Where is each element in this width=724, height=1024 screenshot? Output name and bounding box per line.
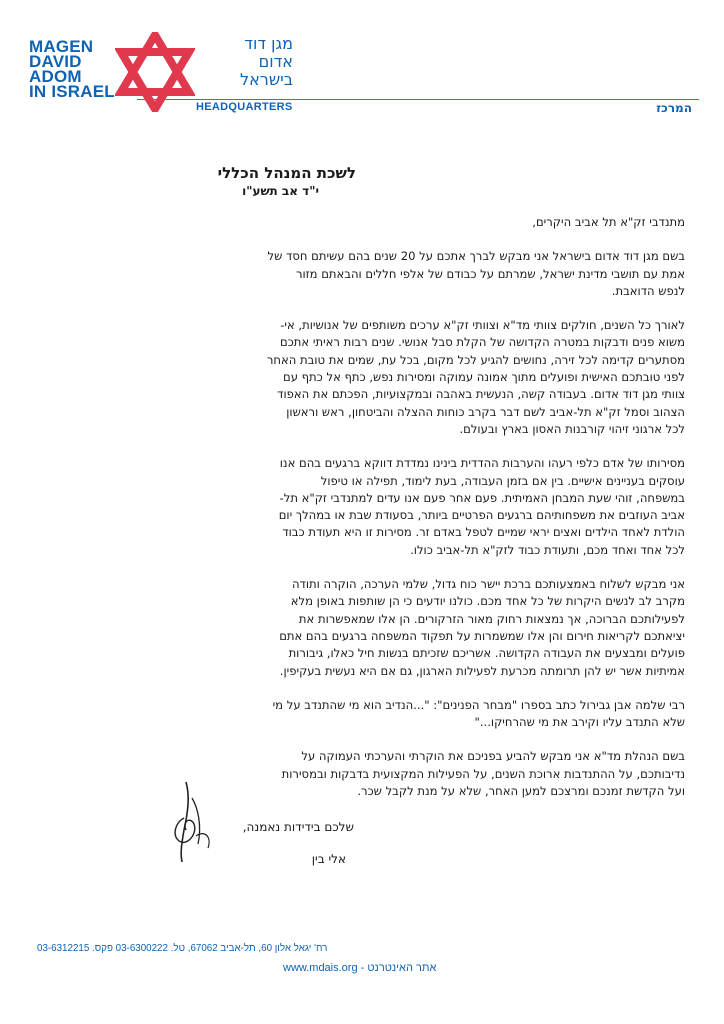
paragraph-line: אביב העוזבים את משפחותיהם ברגעים הפרטיים ביותר, בסעודת שבת או במהלך יום — [278, 508, 685, 523]
paragraph-line: פועלים ומבצעים את העבודה הקדושה. אשריכם שזכיתם בנשות חיל כאלו, גיבורות — [288, 646, 685, 661]
logo-hebrew — [193, 35, 293, 89]
paragraph-line: ועל הקדשת זמנכם ומרצכם למען האחר, שלא על מנת לקבל שכר. — [357, 784, 685, 799]
paragraph-line: עוסקים בעניינים אישיים. בין אם בזמן העבודה, בעת לימוד, תפילה או טיפול — [320, 473, 685, 488]
website-label: אתר האינטרנט — [367, 962, 437, 974]
logo-en-line: DAVID — [29, 52, 82, 71]
paragraph — [70, 455, 685, 559]
paragraph-line: שלא התנדב עליו וקירב את מי שהרחיקו..." — [474, 715, 685, 730]
signer-name: אלי בין — [311, 852, 346, 866]
logo-he-line: מגן דוד — [244, 34, 293, 53]
paragraph-line: לכל אחד ואחד מכם, ותעודת כבוד לזק"א תל-אביב כולו. — [410, 542, 685, 557]
paragraph-line: הולדת לאחד הילדים ואצים יראי שמיים לטפל באדם זר. מסירות זו היא תעודת כבוד — [282, 525, 685, 540]
handwritten-signature-icon — [168, 778, 228, 868]
logo-en-line: IN ISRAEL — [29, 82, 115, 101]
department-en: HEADQUARTERS — [196, 101, 293, 113]
office-title: לשכת המנהל הכללי — [217, 164, 356, 182]
paragraph — [70, 248, 685, 300]
paragraph-line: רבי שלמה אבן גבירול כתב בספרו "מבחר הפנינים": "...הנדיב הוא מי שהתנדב על מי — [272, 697, 685, 712]
paragraph-line: בשם הנהלת מד"א אני מבקש להביע בפניכם את הוקרתי והערכתי העמוקה על — [301, 749, 685, 764]
logo-en-line: MAGEN — [29, 37, 94, 56]
closing-text: שלכם בידידות נאמנה, — [242, 820, 354, 834]
paragraph-line: אמת עם תושבי מדינת ישראל, שמרתם על כבודם של אלפי חללים והבאתם מזור — [295, 266, 685, 281]
paragraph-line: מקרב לב לנשים היקרות של כל אחד מכם. כולנו יודעים כי הן שותפות באופן מלא — [290, 594, 685, 609]
paragraph-line: יציאתכם לקריאות חירום והן אלו שמשמרות על תפקוד המשפחה ברגעים בהם אתם — [279, 628, 685, 643]
paragraph-line: לנפש הדואבת. — [611, 283, 685, 298]
logo-he-line: אדום — [258, 52, 293, 71]
paragraph-line: בשם מגן דוד אדום בישראל אני מבקש לברך אתכם על 20 שנים בהם עשיתם חסד של — [267, 249, 685, 264]
paragraph-line: צוותי מגן דוד אדום. בעבודה קשה, הנעשית באהבה ובמקצועיות, הפכתם את האפוד — [277, 387, 685, 402]
footer-website-row: www.mdais.org - אתר האינטרנט — [283, 962, 437, 974]
paragraph-line: נדיבותכם, על ההתנדבות ארוכת השנים, על הפעילות המקצועית בדבקות ובמסירות — [281, 766, 685, 781]
paragraph-line: הצהוב וסמל זק"א תל-אביב לשם דבר בקרב כוחות ההצלה והביטחון, ראש וראשון — [286, 404, 685, 419]
footer-address — [37, 943, 692, 954]
paragraph-line: מסתערים קדימה לכל זירה, נחושים להגיע לכל מקום, בכל עת, שמים את טובת האחר — [266, 352, 685, 367]
paragraph-line: לפני טובתכם האישית ופועלים מתוך אמונה עמוקה ומסירות נפש, כתף אל כתף עם — [283, 370, 685, 385]
department-he: המרכז — [656, 101, 692, 115]
star-of-david-icon — [115, 32, 195, 112]
paragraph-line: במשפחה, זוהי שעת המבחן האמיתית. פעם אחר פעם אנו עדים למתנדבי זק"א תל- — [279, 490, 685, 505]
greeting: מתנדבי זק"א תל אביב היקרים, — [532, 215, 685, 229]
logo-english — [29, 39, 115, 99]
letter-date: י"ד אב תשע"ו — [242, 184, 319, 198]
website-link[interactable]: www.mdais.org — [283, 962, 358, 974]
paragraph-line: לפעילותכם הברוכה, אך נמצאות רחוק מאור הזרקורים. הן אלו שמאפשרות את — [298, 611, 685, 626]
logo-he-line: בישראל — [240, 70, 293, 89]
paragraph-line: מסירותו של אדם כלפי רעהו והערבות ההדדית בינינו נמדדת דווקא ברגעים בהם אנו — [279, 456, 685, 471]
paragraph-line: לאורך כל השנים, חולקים צוותי מד"א וצוותי זק"א ערכים משותפים של אנושיות, אי- — [280, 318, 685, 333]
paragraph-line: אמיתיות אשר יש להן תרומתה מכרעת לפעילות הארגון, גם אם היא נעשית בעקיפין. — [279, 663, 685, 678]
paragraph-line: אני מבקש לשלוח באמצעותכם ברכת יישר כוח גדול, שלמי הערכה, הוקרה ותודה — [291, 577, 685, 592]
header-divider — [137, 99, 699, 100]
paragraph — [70, 576, 685, 680]
paragraph — [70, 748, 685, 800]
paragraph-line: לכל ארגוני זיהוי קורבנות האסון בארץ ובעולם. — [459, 421, 685, 436]
paragraph-line: משוא פנים ודבקות במטרה הקדושה של הקלת סבל אנושי. שנים רבות ראיתי אתכם — [279, 335, 685, 350]
footer-address-he: רח' יגאל אלון 60, תל-אביב 67062, טל. 03-6300222 פקס. 03-6312215 — [37, 943, 328, 954]
logo-en-line: ADOM — [29, 67, 82, 86]
letter-body — [70, 214, 685, 817]
paragraph — [70, 317, 685, 438]
paragraph — [70, 697, 685, 732]
